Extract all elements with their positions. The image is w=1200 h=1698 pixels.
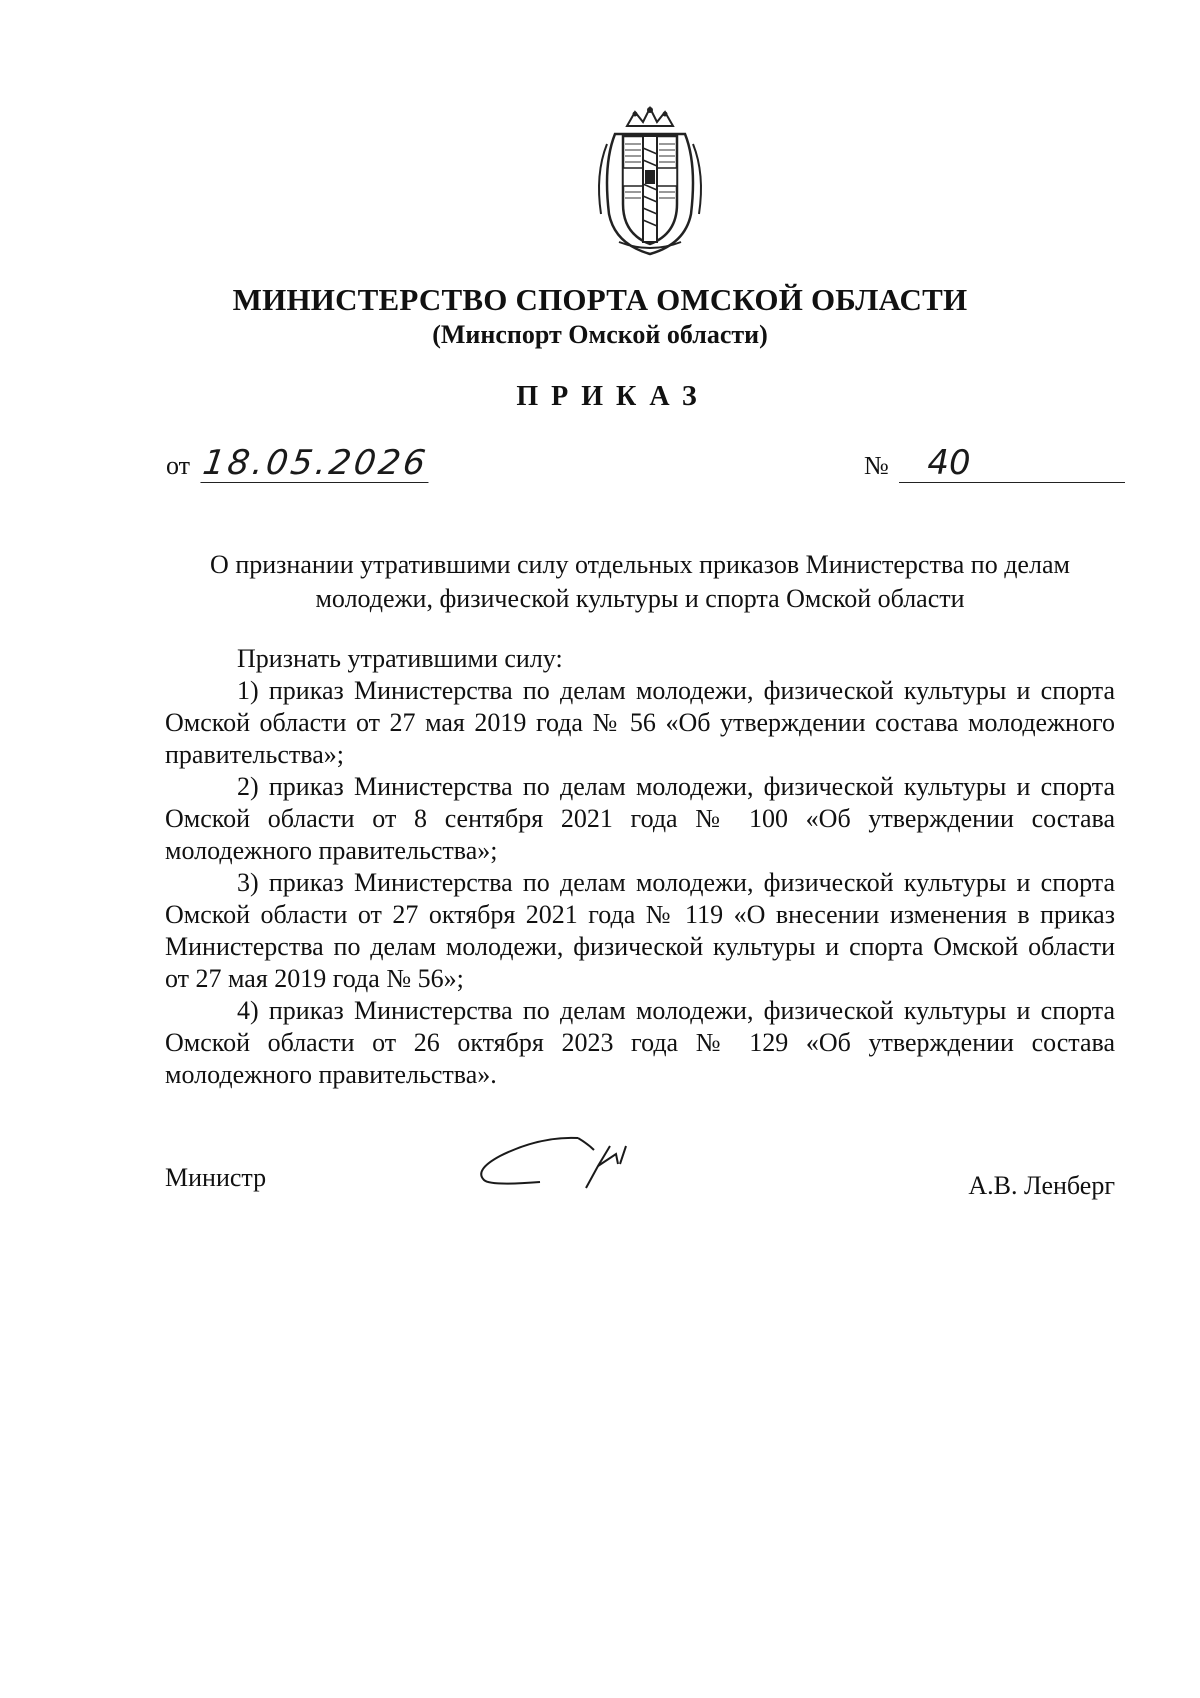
document-subject: О признании утратившими силу отдельных приказов Министерства по делам молодежи, физической культуры и спорта Омской области — [210, 550, 1070, 613]
coat-of-arms-emblem — [585, 104, 715, 256]
body-item-1: 1) приказ Министерства по делам молодежи, физической культуры и спорта Омской области от 27 мая 2019 года № 56 «Об утверждении состава молодежного правительства»; — [165, 676, 1115, 769]
document-date — [166, 443, 431, 483]
organization-title: МИНИСТЕРСТВО СПОРТА ОМСКОЙ ОБЛАСТИ — [232, 282, 968, 317]
body-item-4: 4) приказ Министерства по делам молодежи, физической культуры и спорта Омской области от 26 октября 2023 года № 129 «Об утверждении состава молодежного правительства». — [165, 996, 1115, 1089]
document-body — [165, 643, 1115, 1091]
signatory-title: Министр — [165, 1163, 267, 1192]
organization-short-name: (Минспорт Омской области) — [432, 320, 768, 349]
number-prefix: № — [864, 451, 889, 480]
signatory-name: А.В. Ленберг — [968, 1171, 1115, 1200]
document-number — [864, 443, 1125, 483]
number-handwritten: 40 — [899, 446, 1125, 483]
body-intro: Признать утратившими силу: — [237, 644, 563, 673]
body-item-2: 2) приказ Министерства по делам молодежи, физической культуры и спорта Омской области от 8 сентября 2021 года № 100 «Об утверждении состава молодежного правительства»; — [165, 772, 1115, 865]
body-item-3: 3) приказ Министерства по делам молодежи, физической культуры и спорта Омской области от 27 октября 2021 года № 119 «О внесении изменения в приказ Министерства по делам молодежи, физической культуры и спорта Омской области от 27 мая 2019 года № 56»; — [165, 868, 1115, 993]
date-handwritten: 18.05.2026 — [200, 446, 433, 483]
signature-block — [165, 1163, 1115, 1223]
document-type: ПРИКАЗ — [516, 381, 710, 412]
date-prefix: от — [166, 451, 191, 480]
